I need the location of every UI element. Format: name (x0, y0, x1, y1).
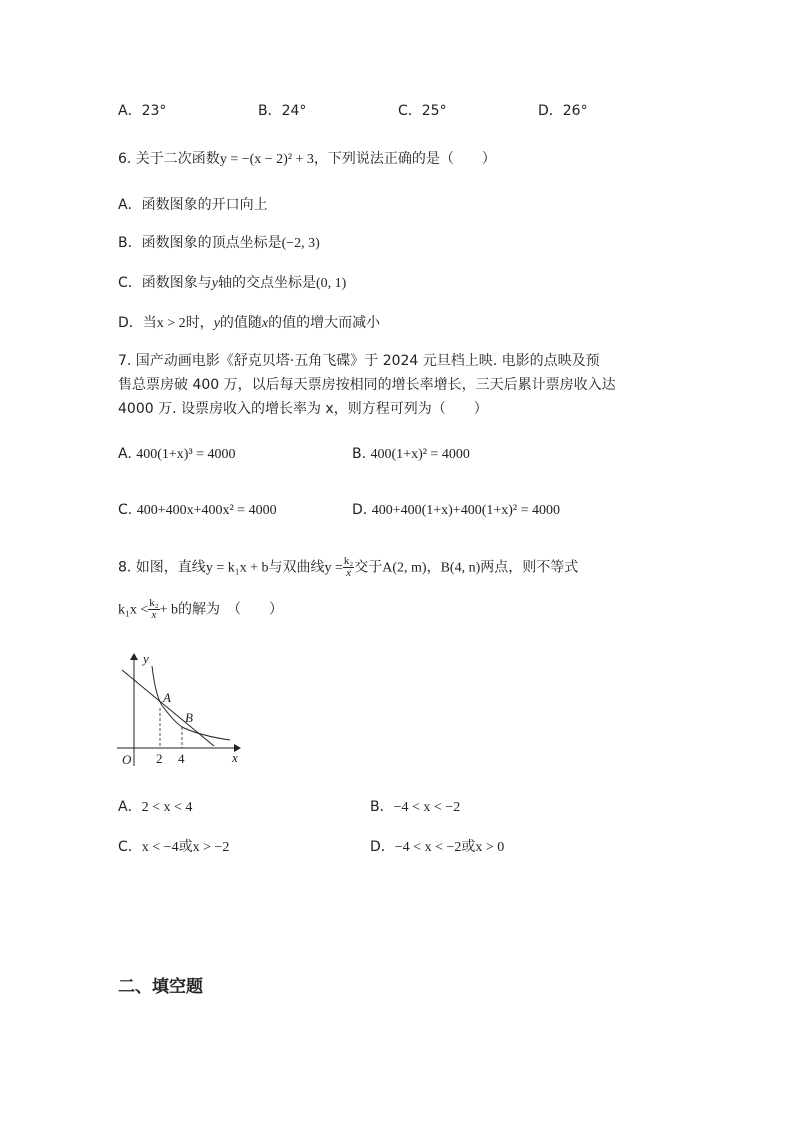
q8-option-a-label: A． (118, 799, 142, 815)
q6-option-d-var1: y (213, 316, 220, 331)
q5-option-a: A．23° (118, 103, 167, 119)
q7-option-d (352, 502, 560, 519)
graph-tick-4: 4 (178, 751, 185, 766)
q6-option-c-math: (0, 1) (316, 276, 347, 291)
q8-option-d-math-2: x > 0 (475, 840, 505, 855)
q8-inequality-numerator: k₂ (149, 597, 159, 609)
q7-line-2: 售总票房破 400 万，以后每天票房按相同的增长率增长，三天后累计票房收入达 (118, 377, 616, 393)
q7-option-a (118, 446, 236, 463)
q7-option-d-math: 400+400(1+x)+400(1+x)² = 4000 (371, 503, 561, 518)
q8-option-b (370, 796, 460, 816)
q7-option-d-label: D. (352, 502, 368, 518)
q6-suffix: ，下列说法正确的是（ ） (313, 151, 496, 167)
q8-option-c-math-1: x < −4 (141, 840, 179, 855)
q8-line-equation: y = k₁x + b (205, 560, 269, 576)
q8-option-d (370, 836, 504, 856)
q8-hyperbola-lhs: y = (324, 560, 343, 576)
q8-inequality-denominator: x (151, 609, 157, 621)
graph-point-a-label: A (163, 690, 171, 705)
q8-option-c (118, 836, 229, 856)
q8-inequality-fraction (148, 598, 159, 621)
q8-point-b: B(4, n) (440, 560, 481, 576)
q8-hyperbola-fraction (343, 556, 354, 579)
q8-hyperbola-denominator: x (346, 567, 351, 579)
q8-stem-line-1 (118, 556, 578, 579)
q6-stem (118, 148, 496, 168)
q6-option-b-text: B．函数图象的顶点坐标是 (118, 235, 282, 251)
q8-option-d-or: 或 (461, 839, 476, 855)
q8-option-c-or: 或 (178, 839, 193, 855)
q8-option-c-label: C． (118, 839, 142, 855)
q6-option-d-text2: 时， (185, 315, 214, 331)
q7-option-c (118, 502, 277, 519)
q8-graph (112, 648, 252, 770)
q7-option-b-math: 400(1+x)² = 4000 (370, 447, 470, 462)
q8-suffix: 的解为 （ ） (178, 601, 284, 618)
q6-formula: y = −(x − 2)² + 3 (219, 152, 314, 167)
q8-option-a-math: 2 < x < 4 (141, 800, 193, 815)
q6-option-d-text3: 的值随 (219, 315, 262, 331)
q8-hyperbola-numerator: k₂ (343, 555, 354, 567)
q7-line-3: 4000 万. 设票房收入的增长率为 x，则方程可列为（ ） (118, 401, 488, 417)
q8-comma: ， (426, 559, 441, 576)
q7-option-c-math: 400+400x+400x² = 4000 (136, 503, 277, 518)
q7-line-1: 7. 国产动画电影《舒克贝塔·五角飞碟》于 2024 元旦档上映. 电影的点映及预 (118, 353, 600, 369)
q6-option-c-text2: 轴的交点坐标是 (218, 275, 316, 291)
q6-prefix: 6. 关于二次函数 (118, 151, 220, 167)
q8-option-d-math-1: −4 < x < −2 (394, 840, 462, 855)
q7-option-b-label: B. (352, 446, 367, 462)
q6-option-d-text1: D．当 (118, 315, 157, 331)
graph-point-b-label: B (185, 710, 193, 725)
q7-option-b (352, 446, 470, 463)
q6-option-b (118, 232, 320, 252)
q8-option-b-label: B． (370, 799, 394, 815)
graph-x-label: x (232, 750, 238, 765)
q8-option-a (118, 796, 192, 816)
graph-y-label: y (143, 651, 149, 666)
graph-origin-label: O (122, 752, 132, 767)
q8-inequality-rhs: + b (159, 602, 179, 618)
q8-stem-line-2 (118, 598, 283, 621)
graph-tick-2: 2 (156, 751, 163, 766)
q8-option-d-label: D． (370, 839, 395, 855)
q7-option-a-label: A. (118, 446, 132, 462)
q8-point-a: A(2, m) (382, 560, 427, 576)
q8-mid-1: 与双曲线 (268, 559, 325, 576)
q6-option-d-var2: x (261, 316, 269, 331)
q8-prefix: 8. 如图，直线 (118, 559, 206, 576)
q8-mid-3: 两点，则不等式 (480, 559, 579, 576)
q6-option-c-text1: C．函数图象与 (118, 275, 212, 291)
q8-inequality-lhs: k₁x < (118, 602, 149, 618)
q8-option-b-math: −4 < x < −2 (393, 800, 461, 815)
q5-option-c: C．25° (398, 103, 447, 119)
q6-option-d (118, 312, 380, 332)
q6-option-a: A．函数图象的开口向上 (118, 197, 268, 213)
q8-option-c-math-2: x > −2 (192, 840, 230, 855)
q6-option-b-math: (−2, 3) (281, 236, 320, 251)
section-title: 二、填空题 (118, 977, 203, 997)
q5-option-b: B．24° (258, 103, 307, 119)
q6-option-c-var: y (211, 276, 218, 291)
q6-option-d-math: x > 2 (156, 316, 186, 331)
q6-option-d-text4: 的值的增大而减小 (268, 315, 381, 331)
q8-mid-2: 交于 (354, 559, 383, 576)
q7-option-c-label: C. (118, 502, 133, 518)
q7-option-a-math: 400(1+x)³ = 4000 (136, 447, 236, 462)
line-graph (122, 670, 214, 746)
q5-option-d: D．26° (538, 103, 588, 119)
q6-option-c (118, 272, 346, 292)
